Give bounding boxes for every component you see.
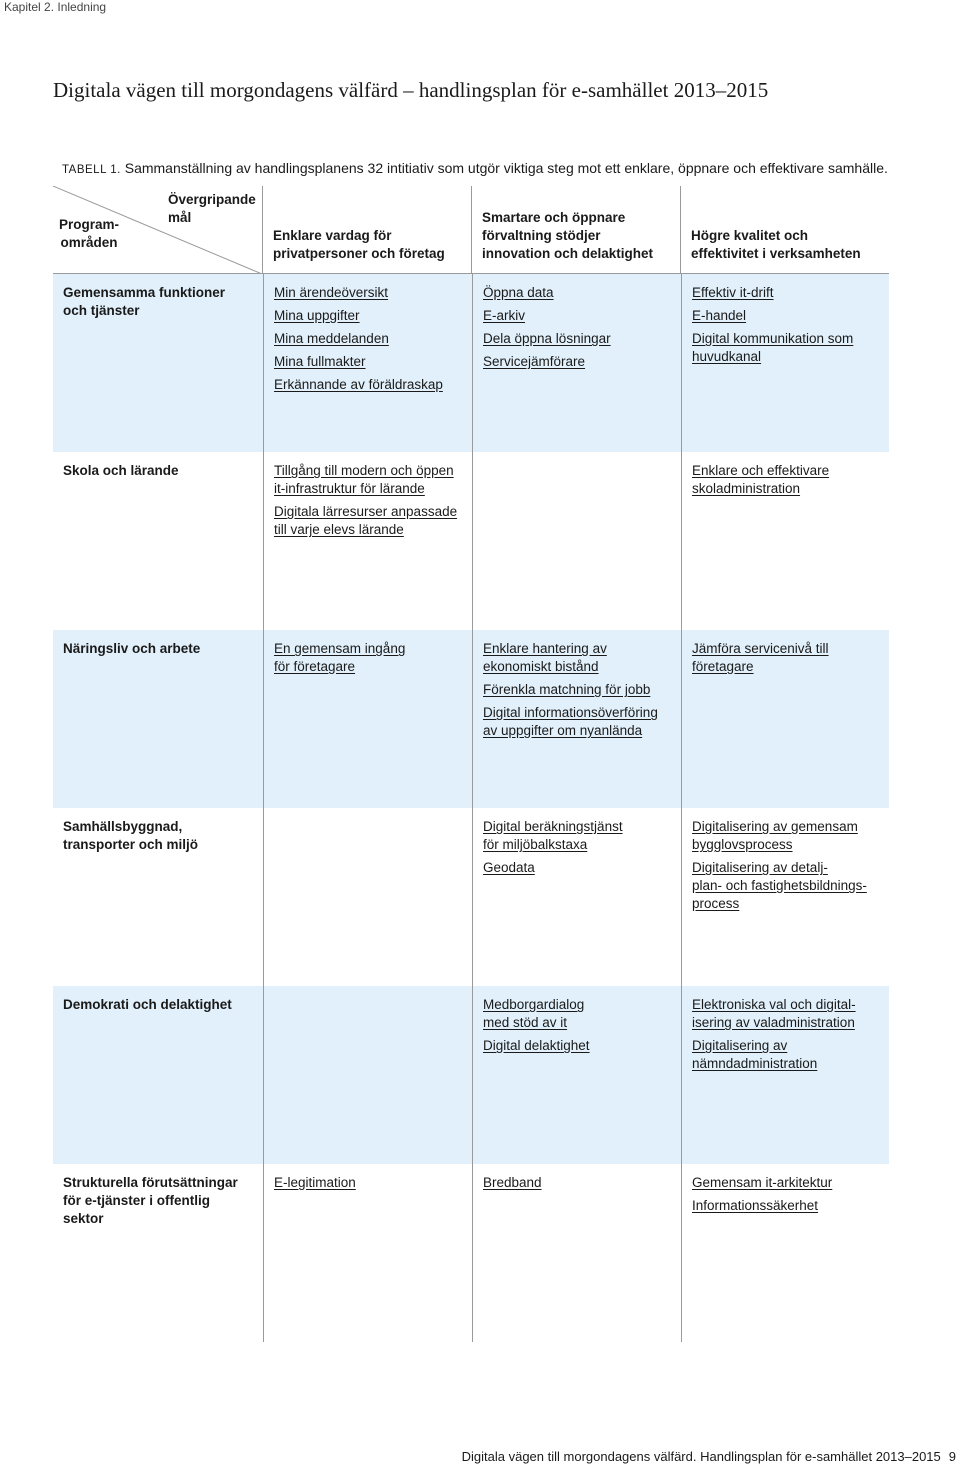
column-header-3 [680, 186, 889, 274]
initiative-link[interactable]: Digitala lärresurser anpassade till varje elevs lärande [274, 504, 458, 537]
table-row [53, 986, 889, 1164]
table-cell [263, 1164, 472, 1342]
column-header-1-text: Enklare vardag för privatpersoner och företag [273, 228, 445, 261]
column-header-1 [262, 186, 471, 274]
column-header-2 [471, 186, 680, 274]
initiative-link[interactable]: Effektiv it-drift [692, 285, 774, 300]
page-number: 9 [948, 1449, 956, 1464]
table-cell [263, 630, 472, 808]
table-cell [472, 808, 681, 986]
initiative-link[interactable]: Enklare och effektivare skoladministration [692, 463, 830, 496]
chapter-label: Kapitel 2. Inledning [4, 0, 107, 14]
initiative-link[interactable]: Elektroniska val och digital- isering av valadministration [692, 997, 856, 1030]
table-cell [472, 1164, 681, 1342]
initiative-link[interactable]: Enklare hantering av ekonomiskt bistånd [483, 641, 607, 674]
initiative-link[interactable]: Jämföra servicenivå till företagare [692, 641, 829, 674]
caption-text: Sammanställning av handlingsplanens 32 intitiativ som utgör viktiga steg mot ett enklare, öppnare och effektivare samhälle. [120, 160, 888, 176]
program-areas-label: Program- områden [59, 217, 120, 250]
table-cell [472, 274, 681, 452]
table-row [53, 808, 889, 986]
program-area-label: Strukturella förutsättningar för e-tjänster i offentlig sektor [63, 1175, 238, 1226]
table-cell [681, 274, 889, 452]
table-cell [263, 986, 472, 1164]
initiative-link[interactable]: Öppna data [483, 285, 554, 300]
initiative-link[interactable]: Mina fullmakter [274, 354, 366, 369]
initiatives-table [53, 186, 889, 1342]
initiative-link[interactable]: Digital delaktighet [483, 1038, 590, 1053]
initiative-link[interactable]: E-arkiv [483, 308, 526, 323]
table-cell [681, 630, 889, 808]
table-cell [681, 808, 889, 986]
table-row [53, 452, 889, 630]
initiative-link[interactable]: Digitalisering av nämndadministration [692, 1038, 818, 1071]
table-corner [53, 186, 262, 274]
initiative-link[interactable]: En gemensam ingång för företagare [274, 641, 406, 674]
table-header [53, 186, 889, 274]
program-area-label: Demokrati och delaktighet [63, 997, 232, 1012]
table-cell [472, 986, 681, 1164]
initiative-link[interactable]: Geodata [483, 860, 535, 875]
initiative-link[interactable]: Bredband [483, 1175, 542, 1190]
table-cell [472, 630, 681, 808]
table-cell [681, 1164, 889, 1342]
table-caption [62, 160, 888, 176]
column-header-2-text: Smartare och öppnare förvaltning stödjer innovation och delaktighet [482, 210, 654, 261]
initiative-link[interactable]: Digital kommunikation som huvudkanal [692, 331, 854, 364]
program-area-label: Skola och lärande [63, 463, 179, 478]
initiative-link[interactable]: Min ärendeöversikt [274, 285, 389, 300]
initiative-link[interactable]: Erkännande av föräldraskap [274, 377, 443, 392]
page-footer [462, 1449, 956, 1464]
initiative-link[interactable]: Förenkla matchning för jobb [483, 682, 651, 697]
initiative-link[interactable]: Digitalisering av detalj- plan- och fastighetsbildnings- process [692, 860, 867, 911]
page-title: Digitala vägen till morgondagens välfärd – handlingsplan för e-samhället 2013–2015 [53, 78, 769, 102]
initiative-link[interactable]: Informationssäkerhet [692, 1198, 819, 1213]
goals-label: Övergripande mål [168, 192, 256, 225]
initiative-link[interactable]: Mina uppgifter [274, 308, 360, 323]
table-body [53, 274, 889, 1342]
initiative-link[interactable]: Mina meddelanden [274, 331, 389, 346]
initiative-link[interactable]: Digitalisering av gemensam bygglovsprocess [692, 819, 858, 852]
footer-subtitle: Handlingsplan för e-samhället 2013–2015 [696, 1449, 941, 1464]
initiative-link[interactable]: Dela öppna lösningar [483, 331, 611, 346]
initiative-link[interactable]: E-legitimation [274, 1175, 356, 1190]
initiative-link[interactable]: Tillgång till modern och öppen it-infrastruktur för lärande [274, 463, 454, 496]
table-cell [681, 986, 889, 1164]
table-cell [472, 452, 681, 630]
initiative-link[interactable]: E-handel [692, 308, 747, 323]
initiative-link[interactable]: Medborgardialog med stöd av it [483, 997, 585, 1030]
caption-label: TABELL 1. [62, 164, 121, 176]
table-cell [263, 808, 472, 986]
table-row [53, 274, 889, 452]
program-area-label: Näringsliv och arbete [63, 641, 201, 656]
initiative-link[interactable]: Servicejämförare [483, 354, 586, 369]
table-row [53, 630, 889, 808]
initiative-link[interactable]: Digital informationsöverföring av uppgifter om nyanlända [483, 705, 658, 738]
table-cell [681, 452, 889, 630]
initiative-link[interactable]: Gemensam it-arkitektur [692, 1175, 833, 1190]
footer-title: Digitala vägen till morgondagens välfärd. [461, 1449, 697, 1464]
table-cell [263, 452, 472, 630]
initiative-link[interactable]: Digital beräkningstjänst för miljöbalkstaxa [483, 819, 623, 852]
table-cell [263, 274, 472, 452]
program-area-label: Gemensamma funktioner och tjänster [63, 285, 226, 318]
column-header-3-text: Högre kvalitet och effektivitet i verksamheten [691, 228, 861, 261]
program-area-label: Samhällsbyggnad, transporter och miljö [63, 819, 199, 852]
table-row [53, 1164, 889, 1342]
